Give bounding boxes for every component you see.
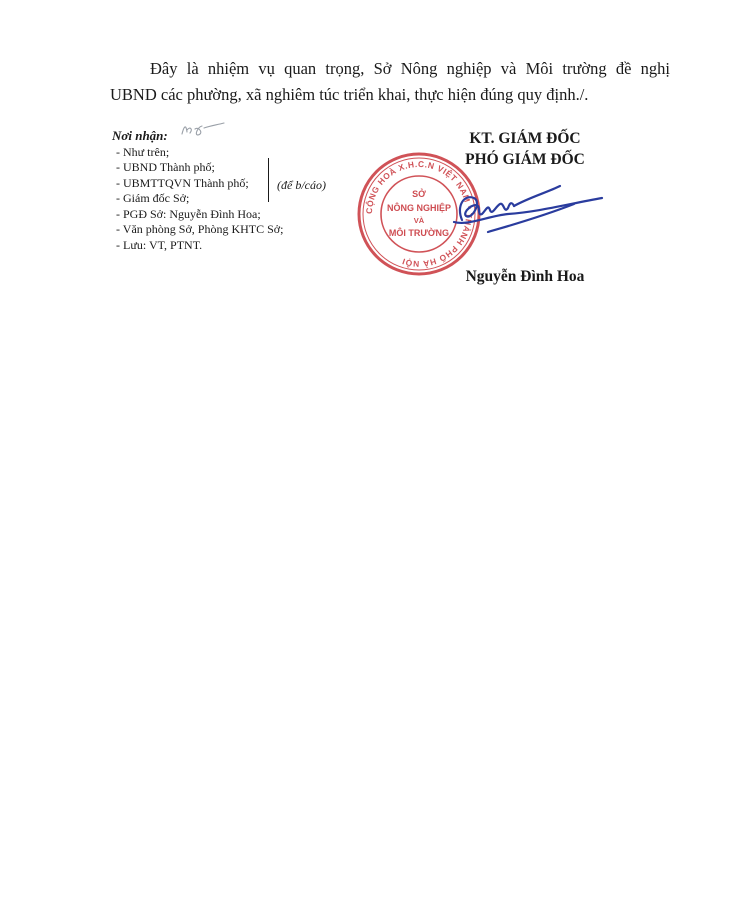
list-item: - Như trên; [116, 144, 170, 159]
seal-center-line-4: MÔI TRƯỜNG [388, 228, 450, 238]
report-bracket [268, 158, 269, 202]
signer-title-line-2: PHÓ GIÁM ĐỐC [465, 151, 585, 168]
body-line-1: Đây là nhiệm vụ quan trọng, Sở Nông nghiệp và Môi trường đề nghị [150, 59, 670, 78]
list-item: - Văn phòng Sở, Phòng KHTC Sở; [116, 222, 284, 236]
seal-ring-text: CỘNG HOÀ X.H.C.N VIỆT NAM * THÀNH PHỐ HÀ NỘI [363, 158, 475, 270]
body-line-2: UBND các phường, xã nghiêm túc triển khai, thực hiện đúng quy định./. [110, 85, 589, 104]
list-item: - PGĐ Sở: Nguyễn Đình Hoa; [116, 206, 261, 221]
handwritten-initials-icon [180, 120, 228, 140]
seal-center-line-3: VÀ [413, 216, 425, 225]
recipients-block [112, 128, 372, 253]
list-item: - UBND Thành phố; [116, 160, 215, 174]
list-item: - UBMTTQVN Thành phố; [116, 175, 249, 190]
seal-center-line-2: NÔNG NGHIỆP [386, 203, 452, 213]
seal-center-line-1: SỞ [412, 189, 426, 199]
signer-title-line-1: KT. GIÁM ĐỐC [469, 130, 581, 147]
signer-name: Nguyễn Đình Hoa [465, 268, 585, 285]
recipients-list [116, 145, 372, 254]
list-item: - Giám đốc Sở; [116, 191, 190, 205]
report-note: (để b/cáo) [277, 178, 326, 192]
list-item: - Lưu: VT, PTNT. [116, 237, 203, 252]
recipients-title: Nơi nhận: [112, 128, 372, 144]
body-paragraph [110, 56, 670, 108]
signature-icon [448, 176, 608, 246]
